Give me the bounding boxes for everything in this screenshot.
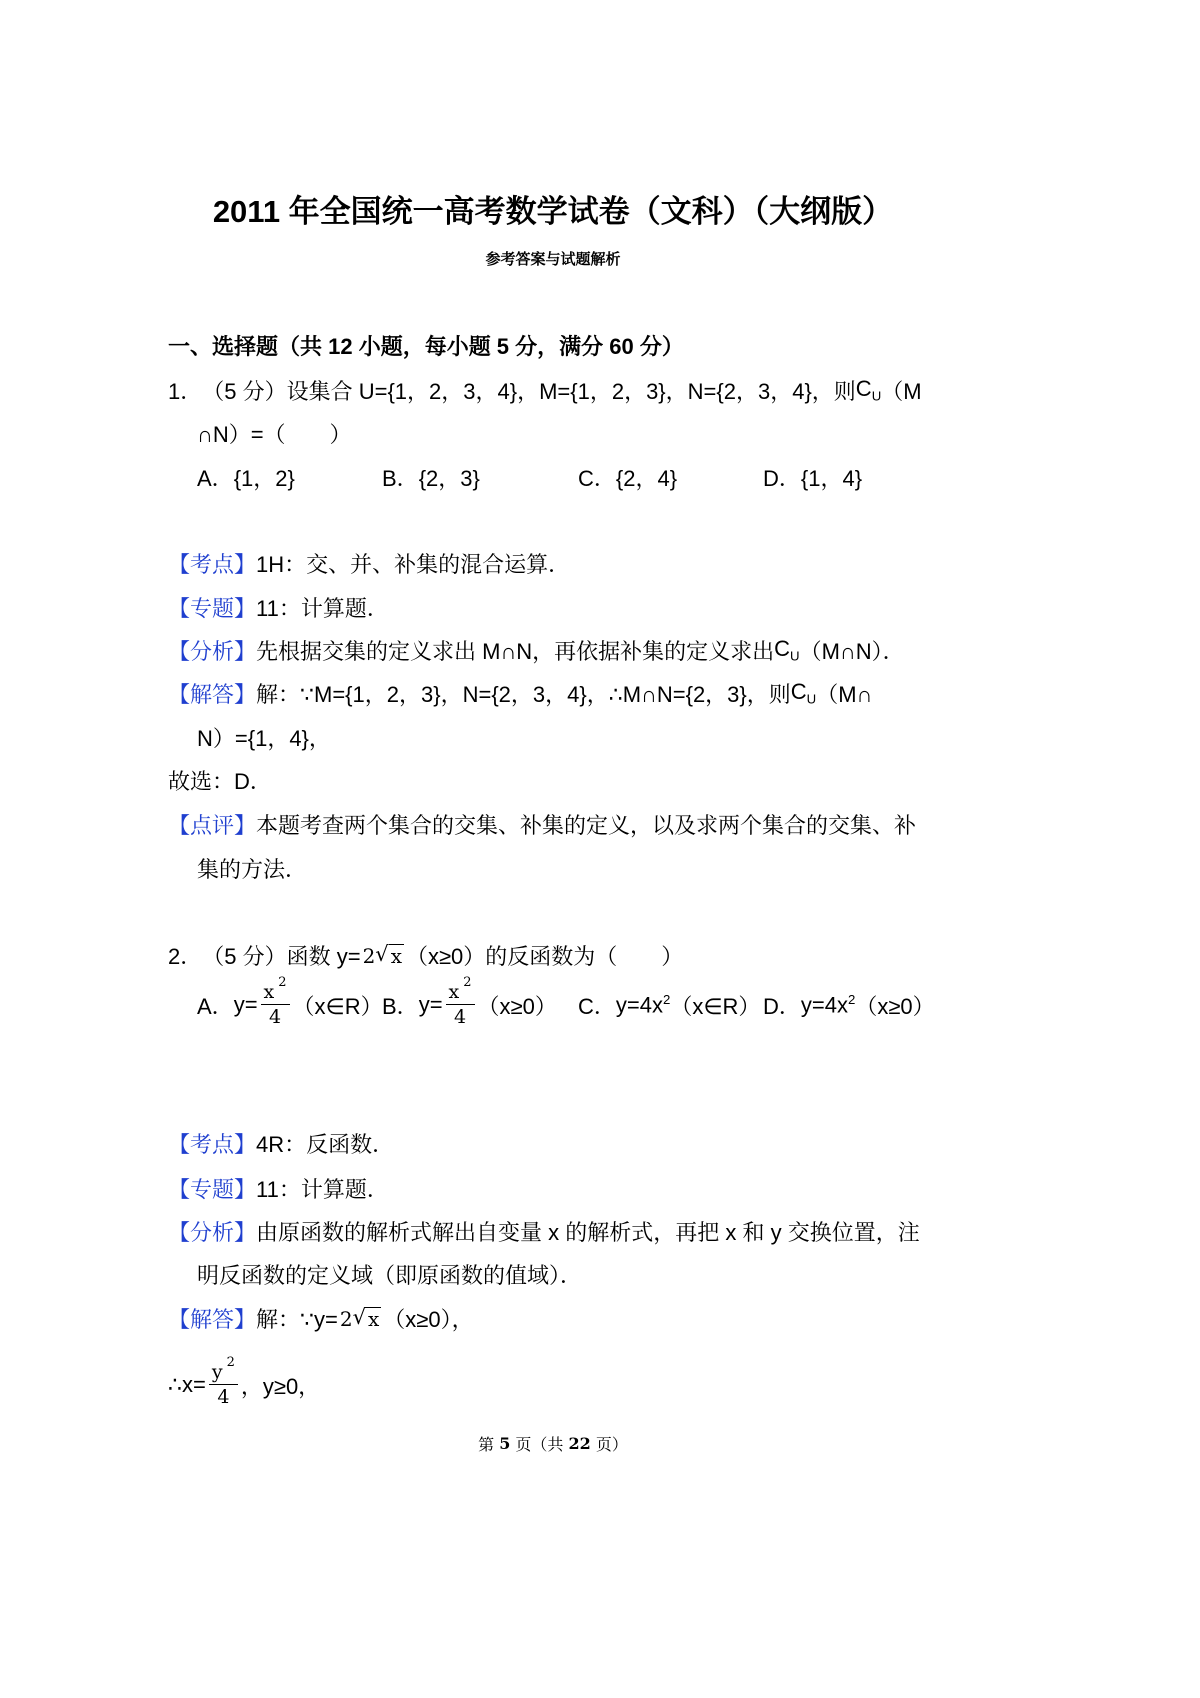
question-1-stem-text: （5 分）设集合 U={1，2，3，4}，M={1，2，3}，N={2，3，4}，则 (202, 378, 856, 404)
numerator-exponent: 2 (463, 975, 472, 990)
label-dianping: 【点评】 (168, 812, 257, 838)
option-c (578, 455, 677, 499)
question-2-fenxi-continued (197, 1252, 582, 1296)
option-b (382, 455, 480, 499)
question-1-jieda-continued (197, 715, 331, 759)
question-1-zhuanti (168, 585, 389, 629)
radical-sign: √ (352, 1305, 366, 1330)
fraction (209, 1355, 238, 1408)
jieda-text-continued: N）={1，4}， (197, 725, 331, 751)
question-2-options (0, 975, 1106, 1035)
jieda-text-end: （M∩ (816, 681, 873, 707)
option-expression (801, 992, 855, 1019)
radical-coefficient: 2 (362, 943, 376, 968)
numerator-exponent: 2 (278, 975, 287, 990)
fraction (446, 975, 475, 1028)
conclusion-text: 故选：D． (168, 768, 272, 794)
question-2-jieda (168, 1296, 474, 1340)
complement-subscript: U (871, 388, 882, 404)
fenxi-text-continued: 明反函数的定义域（即原函数的值域）． (197, 1262, 583, 1288)
footer-total-pages: 22 (568, 1433, 591, 1453)
numerator-variable: x (263, 981, 275, 1003)
complement-symbol (774, 636, 799, 664)
option-suffix: （x∈R） (670, 993, 761, 1019)
numerator-variable: x (448, 981, 460, 1003)
option-exponent: 2 (662, 991, 671, 1007)
step-suffix: ，y≥0， (240, 1373, 321, 1399)
question-1-kaodian (168, 541, 570, 585)
fraction-numerator (261, 975, 290, 1005)
complement-subscript: U (790, 648, 800, 664)
question-1-fenxi (168, 628, 905, 672)
fraction-denominator: 4 (454, 1006, 467, 1028)
question-1-dianping (168, 802, 916, 846)
section-heading (168, 323, 684, 367)
question-2-number: 2． (168, 943, 203, 969)
dianping-text: 本题考查两个集合的交集、补集的定义，以及求两个集合的交集、补 (256, 812, 917, 838)
page-title (0, 183, 1106, 233)
complement-letter: C (774, 636, 791, 662)
fenxi-text: 先根据交集的定义求出 M∩N，再依据补集的定义求出 (256, 638, 775, 664)
zhuanti-text: 11：计算题． (256, 1176, 389, 1202)
fraction-numerator (209, 1355, 238, 1385)
page-subtitle (0, 246, 1106, 270)
complement-letter: C (855, 376, 872, 402)
option-label: A． (197, 465, 234, 491)
option-label: D． (763, 993, 801, 1019)
label-zhuanti: 【专题】 (168, 1176, 257, 1202)
option-prefix: y=4x (800, 992, 848, 1018)
question-2-fenxi (168, 1209, 920, 1253)
question-1-dianping-continued (197, 846, 307, 890)
option-label: B． (382, 993, 419, 1019)
option-c (578, 975, 760, 1035)
option-prefix: y= (233, 992, 258, 1017)
option-a (197, 975, 383, 1035)
option-text: {1，4} (800, 465, 863, 491)
question-2-stem (168, 933, 683, 977)
label-fenxi: 【分析】 (168, 638, 257, 664)
jieda-text: 解：∵M={1，2，3}，N={2，3，4}，∴M∩N={2，3}，则 (256, 681, 791, 707)
question-1-stem-continued (197, 411, 352, 455)
question-2-solution-step (168, 1355, 320, 1415)
option-suffix: （x≥0） (855, 993, 935, 1019)
option-prefix: y=4x (615, 992, 663, 1018)
option-exponent: 2 (847, 991, 856, 1007)
jieda-text: 解：∵y= (256, 1306, 338, 1332)
question-2-stem-text: （5 分）函数 y= (202, 943, 361, 969)
fraction-numerator (446, 975, 475, 1005)
radicand: x (390, 943, 402, 968)
question-2-kaodian (168, 1121, 394, 1165)
zhuanti-text: 11：计算题． (256, 595, 389, 621)
option-d (763, 455, 862, 499)
label-kaodian: 【考点】 (168, 551, 257, 577)
complement-symbol (856, 376, 881, 404)
option-text: {1，2} (233, 465, 295, 491)
option-b (382, 975, 557, 1035)
option-d (763, 975, 935, 1035)
label-zhuanti: 【专题】 (168, 595, 257, 621)
option-prefix: y= (418, 992, 443, 1017)
option-label: A． (197, 993, 234, 1019)
question-1-jieda (168, 671, 872, 715)
question-1-options (0, 455, 1106, 499)
option-expression (616, 992, 670, 1019)
page-footer (0, 1431, 1106, 1455)
section-heading-text: 一、选择题（共 12 小题，每小题 5 分，满分 60 分） (168, 333, 684, 359)
complement-subscript: U (806, 691, 817, 707)
radical-coefficient: 2 (339, 1306, 353, 1331)
fenxi-text: 由原函数的解析式解出自变量 x 的解析式，再把 x 和 y 交换位置，注 (256, 1219, 920, 1245)
square-root-expression (363, 943, 404, 966)
complement-symbol (791, 679, 816, 707)
question-2-zhuanti (168, 1166, 389, 1210)
label-jieda: 【解答】 (168, 681, 257, 707)
jieda-text-end: （x≥0）， (383, 1306, 474, 1332)
label-fenxi: 【分析】 (168, 1219, 257, 1245)
question-1-conclusion (168, 758, 272, 802)
question-2-stem-text-end: （x≥0）的反函数为（ ） (405, 943, 684, 969)
option-text: {2，3} (418, 465, 480, 491)
question-1-stem (168, 368, 922, 412)
option-label: D． (763, 465, 801, 491)
complement-letter: C (790, 679, 807, 705)
numerator-exponent: 2 (226, 1355, 235, 1370)
fraction (261, 975, 290, 1028)
footer-suffix: 页） (590, 1434, 628, 1454)
option-text: {2，4} (615, 465, 678, 491)
kaodian-text: 4R：反函数． (256, 1131, 395, 1157)
option-label: B． (382, 465, 419, 491)
option-a (197, 455, 295, 499)
square-root-expression (340, 1306, 381, 1329)
step-prefix: ∴x= (168, 1372, 206, 1397)
footer-page-number: 5 (499, 1433, 511, 1453)
option-label: C． (578, 993, 616, 1019)
question-1-stem-text-continued: ∩N）=（ ） (197, 421, 352, 447)
page-title-text: 2011 年全国统一高考数学试卷（文科）（大纲版） (212, 193, 894, 229)
option-suffix: （x∈R） (292, 993, 383, 1019)
fraction-denominator: 4 (269, 1006, 282, 1028)
kaodian-text: 1H：交、并、补集的混合运算． (256, 551, 571, 577)
option-suffix: （x≥0） (477, 993, 557, 1019)
radical-sign: √ (375, 942, 389, 967)
fenxi-text-end: （M∩N）． (799, 638, 905, 664)
label-kaodian: 【考点】 (168, 1131, 257, 1157)
question-1-number: 1． (168, 378, 203, 404)
fraction-denominator: 4 (217, 1386, 230, 1408)
dianping-text-continued: 集的方法． (197, 856, 308, 882)
footer-middle: 页（共 (510, 1434, 569, 1454)
option-label: C． (578, 465, 616, 491)
radicand: x (368, 1306, 380, 1331)
numerator-variable: y (211, 1361, 223, 1383)
label-jieda: 【解答】 (168, 1306, 257, 1332)
question-1-stem-text-end: （M (881, 378, 922, 404)
page-subtitle-text: 参考答案与试题解析 (485, 250, 621, 268)
footer-prefix: 第 (478, 1434, 500, 1454)
